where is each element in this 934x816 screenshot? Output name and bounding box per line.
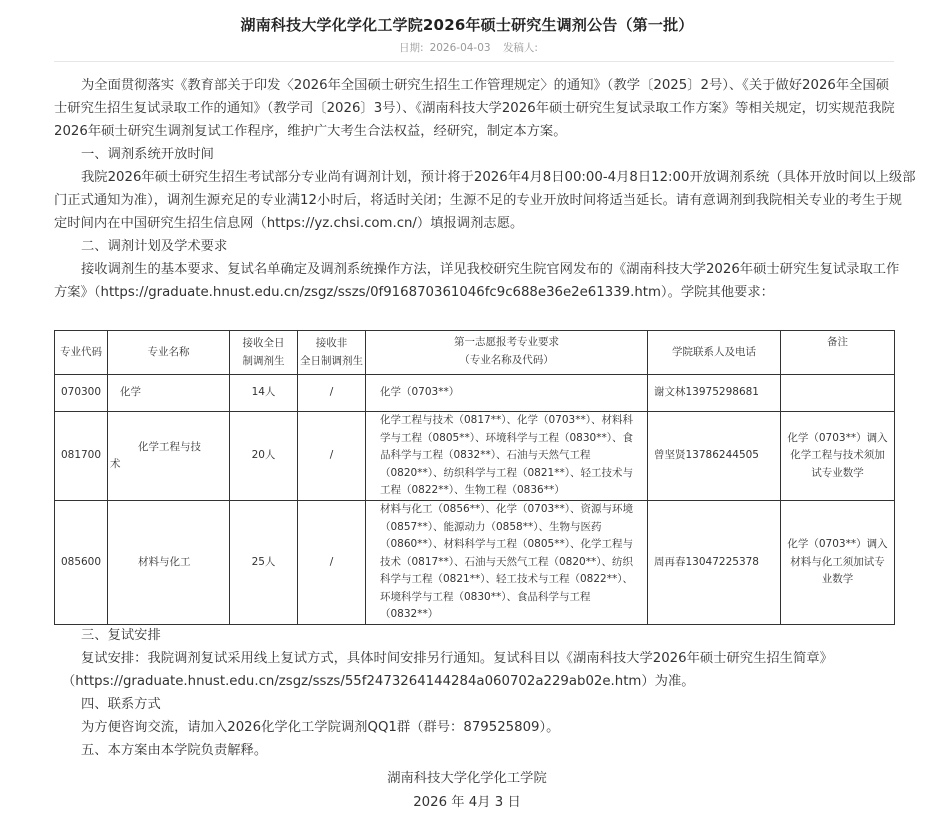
intro-line-2: 士研究生招生复试录取工作的通知》（教学司〔2026〕3号）、《湖南科技大学2026年硕士研究生复试录取工作方案》等相关规定，切实规范我院 [54,101,895,116]
row-contact: 谢文林13975298681 [648,375,781,412]
section-1-line-2: 门正式通知为准），调剂生源充足的专业满12小时后，将适时关闭；生源不足的专业开放时间将适当延长。请有意调剂到我院相关专业的考生于规 [54,193,902,208]
col-header-requirement: 第一志愿报考专业要求 （专业名称及代码） [366,331,648,375]
section-3-line-1: 复试安排：我院调剂复试采用线上复试方式，具体时间安排另行通知。复试科目以《湖南科技大学2026年硕士研究生招生简章》 [81,651,833,666]
title-divider [54,61,894,62]
row-note: 化学（0703**）调入化学工程与技术须加试专业数学 [781,412,895,501]
section-1-line-3: 定时间内在中国研究生招生信息网（https://yz.chsi.com.cn/）填报调剂志愿。 [54,216,524,231]
intro-line-3: 2026年硕士研究生调剂复试工作程序，维护广大考生合法权益，经研究，制定本方案。 [54,124,567,139]
row-note: 化学（0703**）调入材料与化工须加试专业数学 [781,501,895,625]
row-contact: 曾坚贤13786244505 [648,412,781,501]
page-title: 湖南科技大学化学化工学院2026年硕士研究生调剂公告（第一批） [240,16,694,34]
row-contact: 周再春13047225378 [648,501,781,625]
row-fulltime-quota: 14人 [230,375,298,412]
meta-line [0,40,934,55]
article-body-bottom [54,624,896,762]
col-header-code: 专业代码 [55,331,108,375]
table-row [55,375,895,412]
row-fulltime-quota: 20人 [230,412,298,501]
col-header-contact: 学院联系人及电话 [648,331,781,375]
publisher-label: 发稿人: [502,42,538,54]
section-1-heading: 一、调剂系统开放时间 [81,147,214,162]
section-2-heading: 二、调剂计划及学术要求 [81,239,228,254]
intro-line-1: 为全面贯彻落实《教育部关于印发〈2026年全国硕士研究生招生工作管理规定〉的通知》（教学〔2025〕2号）、《关于做好2026年全国硕 [81,78,890,93]
row-major-name: 材料与化工 [108,501,230,625]
row-requirement: 化学工程与技术（0817**）、化学（0703**）、材料科学与工程（0805**）、环境科学与工程（0830**）、食品科学与工程（0832**）、石油与天然气工程（0820**）、纺织科学与工程（0821**）、轻工技术与工程（0822**）、生物工程（0836**） [366,412,648,501]
signature-org: 湖南科技大学化学化工学院 [387,771,547,786]
date-label: 日期: 2026-04-03 [399,42,491,54]
row-code: 085600 [55,501,108,625]
section-5-heading: 五、本方案由本学院负责解释。 [81,743,268,758]
date-value: 2026-04-03 [429,42,491,54]
col-header-parttime: 接收非 全日制调剂生 [298,331,366,375]
col-header-name: 专业名称 [108,331,230,375]
row-parttime-quota: / [298,412,366,501]
section-2-line-2: 方案》（https://graduate.hnust.edu.cn/zsgz/sszs/0f916870361046fc9c688e36e2e61339.htm）。学院其他要求： [54,285,774,300]
section-2-line-1: 接收调剂生的基本要求、复试名单确定及调剂系统操作方法，详见我校研究生院官网发布的《湖南科技大学2026年硕士研究生复试录取工作 [81,262,900,277]
row-requirement: 材料与化工（0856**）、化学（0703**）、资源与环境（0857**）、能源动力（0858**）、生物与医药（0860**）、材料科学与工程（0805**）、化学工程与技术（0817**）、石油与天然气工程（0820**）、纺织科学与工程（0821**）、轻工技术与工程（0822**）、环境科学与工程（0830**）、食品科学与工程（0832**） [366,501,648,625]
row-fulltime-quota: 25人 [230,501,298,625]
row-major-name: 化学工程与技 术 [108,412,230,501]
row-parttime-quota: / [298,501,366,625]
row-code: 081700 [55,412,108,501]
section-4-line-1: 为方便咨询交流，请加入2026化学化工学院调剂QQ1群（群号：879525809）。 [81,720,560,735]
section-3-line-2: （https://graduate.hnust.edu.cn/zsgz/sszs/55f2473264144284a060702a229ab02e.htm）为准。 [62,674,695,689]
row-parttime-quota: / [298,375,366,412]
col-header-note: 备注 [781,331,895,375]
table-row [55,412,895,501]
article-body-top [54,74,916,304]
table-header-row [55,331,895,375]
table-row [55,501,895,625]
adjustment-plan-table [54,330,895,625]
section-4-heading: 四、联系方式 [81,697,161,712]
row-requirement: 化学（0703**） [366,375,648,412]
section-3-heading: 三、复试安排 [81,628,161,643]
col-header-fulltime: 接收全日 制调剂生 [230,331,298,375]
row-major-name: 化学 [108,375,230,412]
signature-date: 2026 年 4月 3 日 [413,795,521,810]
section-1-line-1: 我院2026年硕士研究生招生考试部分专业尚有调剂计划，预计将于2026年4月8日00:00-4月8日12:00开放调剂系统（具体开放时间以上级部 [81,170,916,185]
row-note [781,375,895,412]
row-code: 070300 [55,375,108,412]
